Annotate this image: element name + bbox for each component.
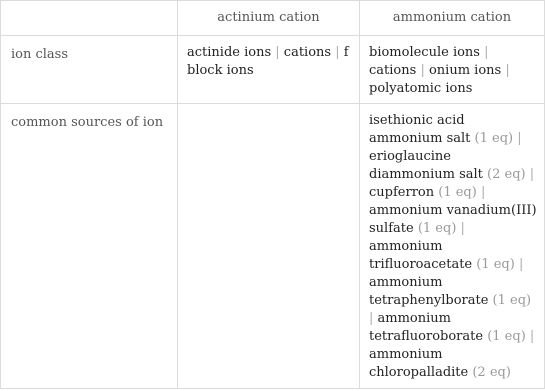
list-item: ammonium trifluoroacetate bbox=[369, 239, 473, 272]
equivalent-count: (1 eq) bbox=[487, 329, 526, 344]
header-ammonium-cation: ammonium cation bbox=[392, 10, 512, 25]
list-separator: | bbox=[484, 45, 489, 60]
list-item: polyatomic ions bbox=[369, 81, 473, 96]
list-item: erioglaucine diammonium salt bbox=[369, 149, 483, 182]
list-item: ammonium vanadium(III) sulfate bbox=[369, 203, 537, 236]
equivalent-count: (1 eq) bbox=[474, 131, 514, 146]
list-separator: | bbox=[505, 63, 510, 78]
equivalent-count: (1 eq) bbox=[417, 221, 457, 236]
row-label-ion-class: ion class bbox=[11, 47, 69, 62]
list-item: cations bbox=[369, 63, 417, 78]
list-item: cupferron bbox=[369, 185, 435, 200]
list-item: isethionic acid ammonium salt bbox=[369, 113, 471, 146]
row-label-common-sources: common sources of ion bbox=[11, 115, 164, 130]
list-item: onium ions bbox=[428, 63, 502, 78]
list-item: f block ions bbox=[187, 45, 349, 78]
equivalent-count: (2 eq) bbox=[472, 365, 511, 380]
list-separator: | bbox=[460, 221, 465, 236]
list-item: ammonium tetraphenylborate bbox=[369, 275, 489, 308]
equivalent-count: (1 eq) bbox=[438, 185, 477, 200]
equivalent-count: (1 eq) bbox=[476, 257, 515, 272]
list-separator: | bbox=[529, 329, 535, 344]
list-separator: | bbox=[518, 257, 524, 272]
ammonium-sources-cell bbox=[360, 104, 544, 388]
list-item: actinide ions bbox=[187, 45, 272, 60]
list-item: ammonium tetrafluoroborate bbox=[369, 311, 484, 344]
header-empty-cell bbox=[1, 1, 177, 35]
equivalent-count: (1 eq) bbox=[492, 293, 532, 308]
list-separator: | bbox=[275, 45, 280, 60]
actinium-sources-cell bbox=[178, 104, 359, 388]
header-actinium-cation: actinium cation bbox=[217, 10, 320, 25]
list-item: cations bbox=[283, 45, 332, 60]
list-separator: | bbox=[529, 167, 535, 182]
actinium-ion-class-cell bbox=[178, 36, 359, 103]
ammonium-ion-class-cell bbox=[360, 36, 544, 103]
list-separator: | bbox=[369, 311, 374, 326]
list-separator: | bbox=[517, 131, 522, 146]
equivalent-count: (2 eq) bbox=[487, 167, 526, 182]
list-separator: | bbox=[335, 45, 340, 60]
table-border-bottom bbox=[0, 388, 545, 389]
list-separator: | bbox=[420, 63, 425, 78]
list-separator: | bbox=[480, 185, 486, 200]
list-item: ammonium chloropalladite bbox=[369, 347, 469, 380]
list-item: biomolecule ions bbox=[369, 45, 480, 60]
